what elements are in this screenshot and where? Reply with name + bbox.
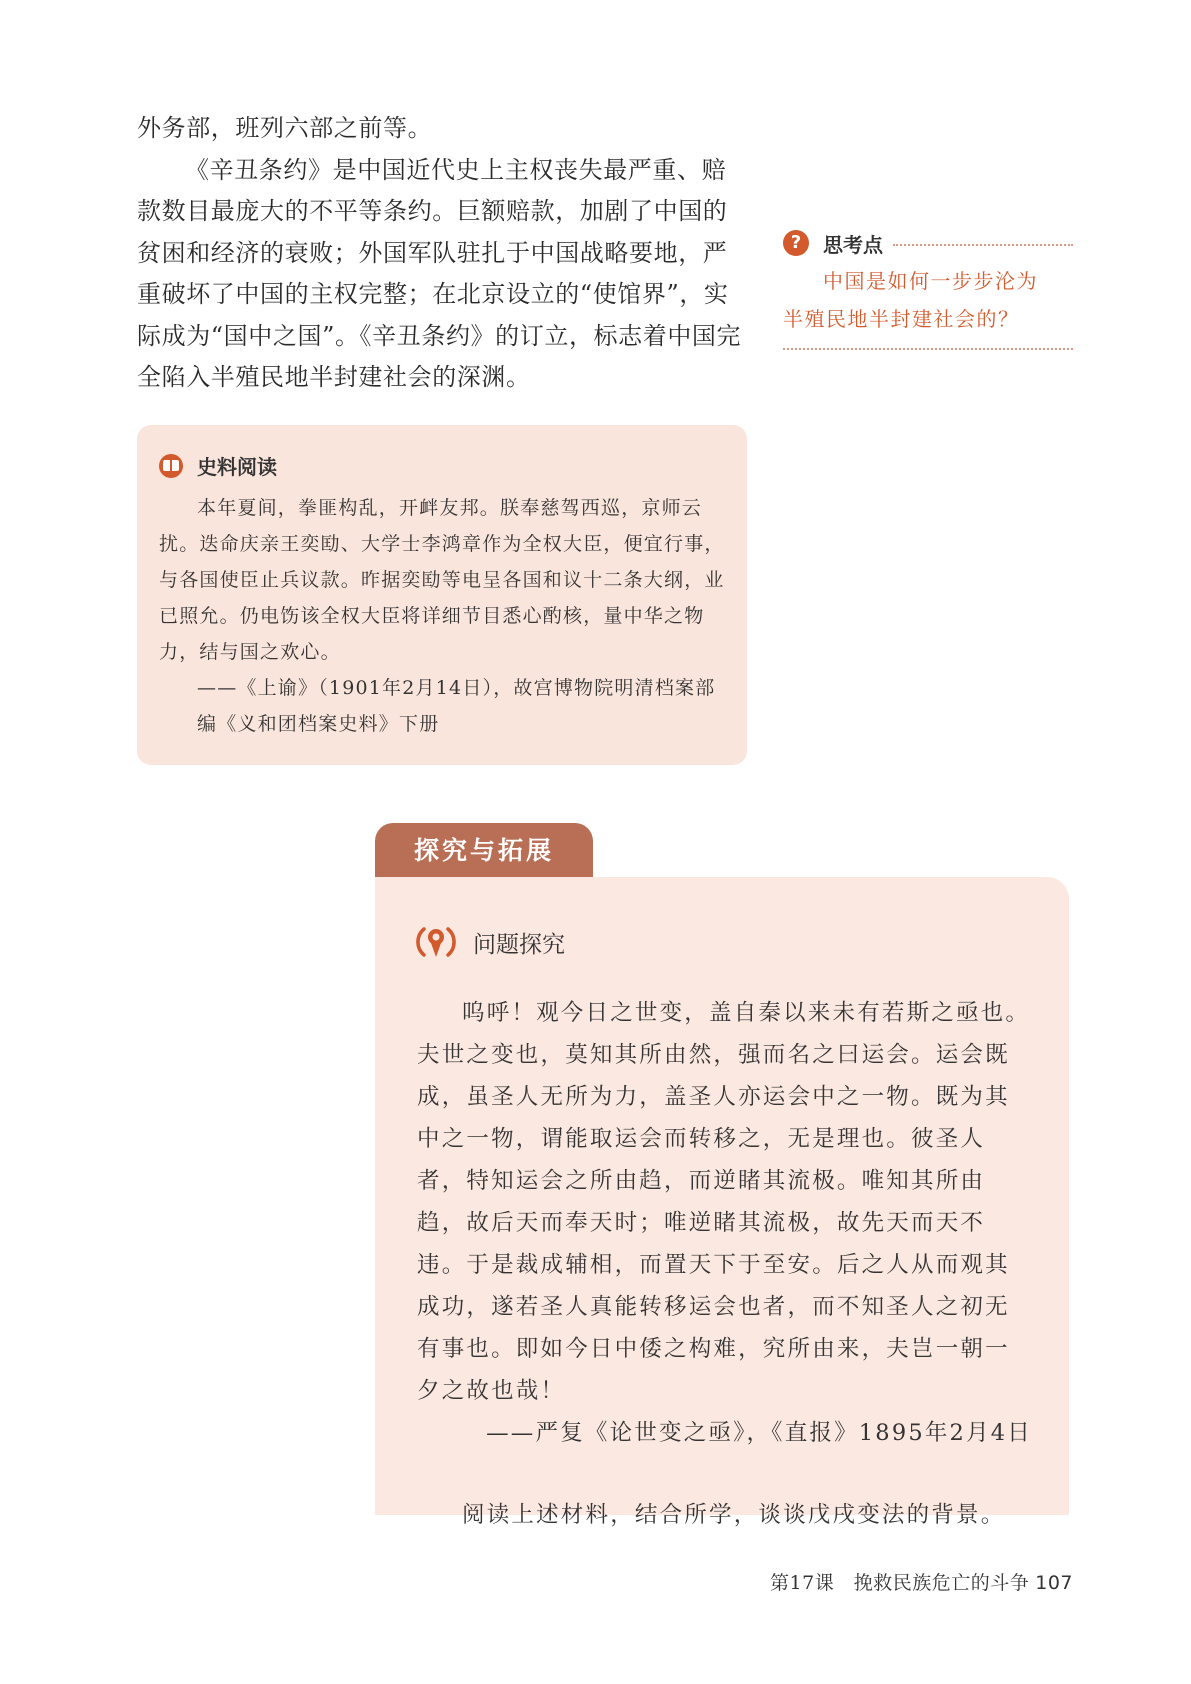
source-reading-title: 史料阅读 xyxy=(197,455,277,479)
body-paragraph-2: 《辛丑条约》是中国近代史上主权丧失最严重、赔款数目最庞大的不平等条约。巨额赔款，加剧了中国的贫困和经济的衰败；外国军队驻扎于中国战略要地，严重破坏了中国的主权完整；在北京设立的“使馆界”，实际成为“国中之国”。《辛丑条约》的订立，标志着中国完全陷入半殖民地半封建社会的深渊。 xyxy=(137,155,742,391)
explore-citation: ——严复《论世变之亟》，《直报》1895年2月4日 xyxy=(486,1420,1032,1446)
think-question-line-1: 中国是如何一步步沦为 xyxy=(823,269,1038,293)
inquiry-icon xyxy=(415,921,457,963)
explore-section xyxy=(375,877,1069,1528)
question-inquiry-header xyxy=(415,921,565,963)
question-inquiry-title: 问题探究 xyxy=(473,931,565,958)
think-point-question xyxy=(783,262,1073,338)
think-question-line-2: 半殖民地半封建社会的？ xyxy=(783,307,1020,331)
explore-body xyxy=(417,992,1032,1536)
explore-tab: 探究与拓展 xyxy=(375,823,593,878)
body-paragraph-1: 外务部，班列六部之前等。 xyxy=(137,114,433,142)
question-mark-icon: ? xyxy=(783,230,809,256)
dotted-divider-bottom xyxy=(783,348,1073,350)
body-text xyxy=(137,108,749,399)
think-point-header xyxy=(783,226,1073,260)
source-reading-box xyxy=(137,425,747,765)
explore-task: 阅读上述材料，结合所学，谈谈戊戌变法的背景。 xyxy=(462,1502,1006,1528)
book-icon xyxy=(159,454,183,478)
source-reading-header xyxy=(159,451,277,480)
source-text: 本年夏间，拳匪构乱，开衅友邦。朕奉慈驾西巡，京师云扰。迭命庆亲王奕劻、大学士李鸿章作为全权大臣，便宜行事，与各国使臣止兵议款。昨据奕劻等电呈各国和议十二条大纲，业已照允。仍电饬该全权大臣将详细节目悉心酌核，量中华之物力，结与国之欢心。 xyxy=(159,497,725,663)
source-citation: ——《上谕》（1901年2月14日），故宫博物院明清档案部编《义和团档案史料》下册 xyxy=(197,677,716,735)
explore-text: 呜呼！观今日之世变，盖自秦以来未有若斯之亟也。夫世之变也，莫知其所由然，强而名之曰运会。运会既成，虽圣人无所为力，盖圣人亦运会中之一物。既为其中之一物，谓能取运会而转移之，无是理也。彼圣人者，特知运会之所由趋，而逆睹其流极。唯知其所由趋，故后天而奉天时；唯逆睹其流极，故先天而天不违。于是裁成辅相，而置天下于至安。后之人从而观其成功，遂若圣人真能转移运会也者，而不知圣人之初无有事也。即如今日中倭之构难，究所由来，夫岂一朝一夕之故也哉！ xyxy=(417,1000,1031,1404)
think-point-title: 思考点 xyxy=(823,232,883,257)
lesson-title: 第17课 挽救民族危亡的斗争 xyxy=(770,1572,1030,1594)
source-reading-body xyxy=(159,490,727,742)
dotted-divider xyxy=(893,244,1073,246)
think-point xyxy=(783,226,1073,350)
page-footer xyxy=(770,1568,1073,1595)
page-number: 107 xyxy=(1035,1572,1073,1594)
